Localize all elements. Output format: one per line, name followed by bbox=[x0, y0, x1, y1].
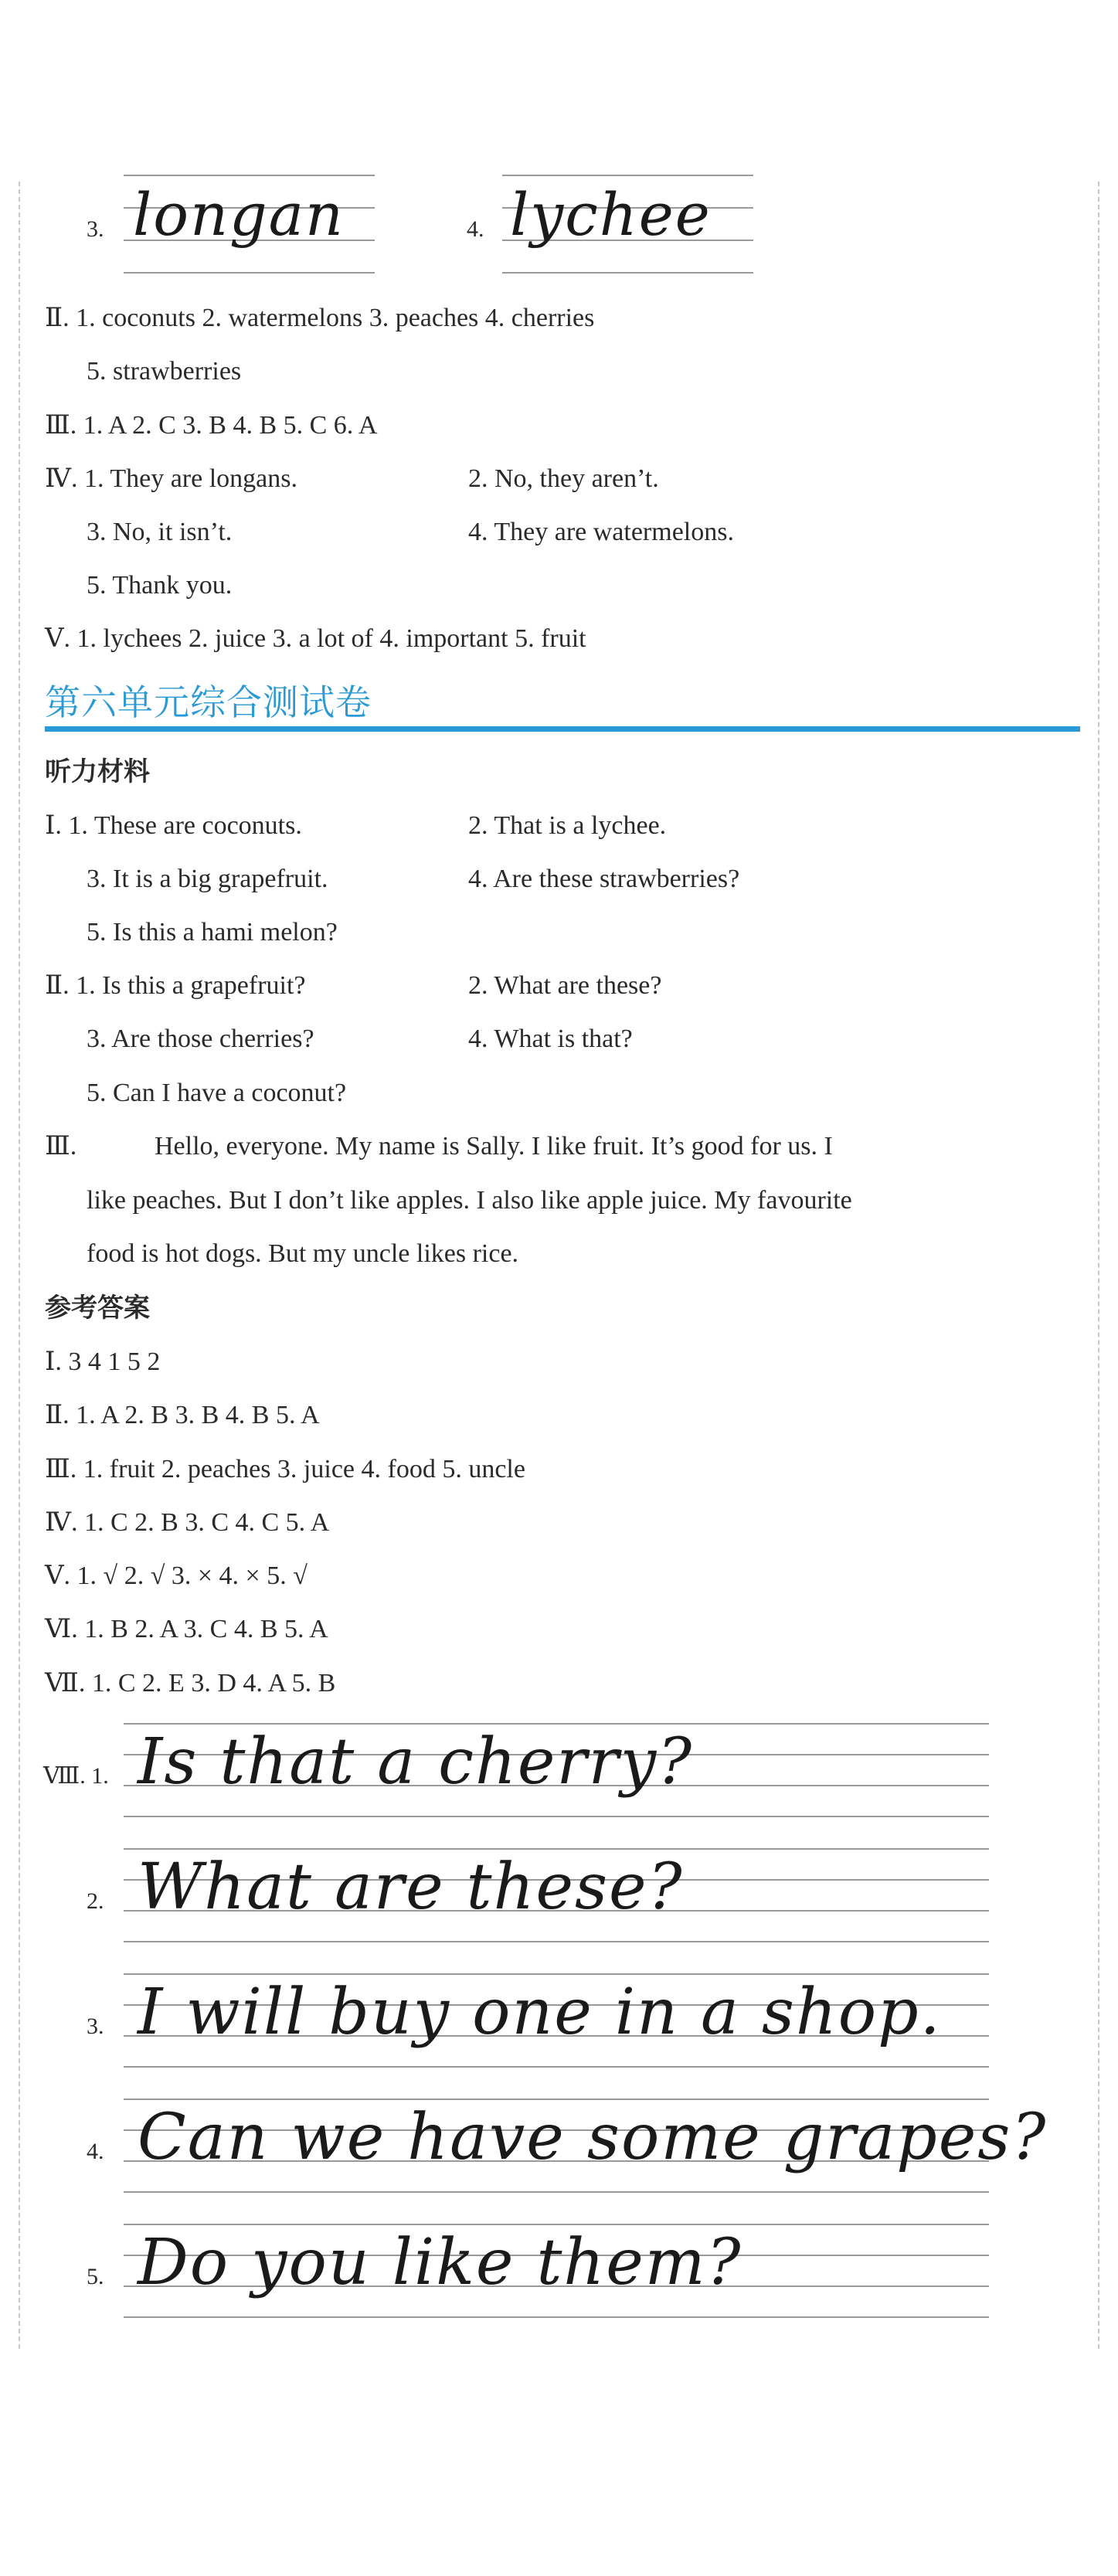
answers-V: Ⅴ. 1. √ 2. √ 3. × 4. × 5. √ bbox=[45, 1562, 308, 1590]
left-margin-dashes bbox=[19, 182, 20, 2349]
listen-II-a4: 4. What is that? bbox=[468, 1025, 633, 1053]
answers-VI: Ⅵ. 1. B 2. A 3. C 4. B 5. A bbox=[45, 1615, 328, 1643]
answers-IV: Ⅳ. 1. C 2. B 3. C 4. C 5. A bbox=[45, 1508, 330, 1537]
listening-heading: 听力材料 bbox=[45, 756, 150, 787]
handwritten-word-longan: longan bbox=[133, 180, 345, 249]
prev-II-line2: 5. strawberries bbox=[87, 357, 242, 386]
prev-II-line1: Ⅱ. 1. coconuts 2. watermelons 3. peaches 4. cherries bbox=[45, 304, 595, 332]
listen-III-label: Ⅲ. bbox=[45, 1132, 77, 1161]
prev-IV-a4: 4. They are watermelons. bbox=[468, 518, 734, 546]
sentence-3-label: 3. bbox=[87, 2014, 104, 2039]
unit-title-underline bbox=[45, 726, 1080, 732]
listen-I-a3: 3. It is a big grapefruit. bbox=[87, 865, 328, 893]
listen-I-a4: 4. Are these strawberries? bbox=[468, 865, 740, 893]
handwritten-word-lychee: lychee bbox=[510, 180, 712, 249]
handwritten-sentence-2: What are these? bbox=[138, 1850, 684, 1924]
sentence-1-label: Ⅷ. 1. bbox=[43, 1763, 109, 1789]
prev-V-line1: Ⅴ. 1. lychees 2. juice 3. a lot of 4. important 5. fruit bbox=[45, 624, 586, 653]
sentence-5-label: 5. bbox=[87, 2264, 104, 2289]
word-3-number: 3. bbox=[87, 216, 104, 242]
answers-III: Ⅲ. 1. fruit 2. peaches 3. juice 4. food 5. uncle bbox=[45, 1455, 525, 1483]
prev-III-line1: Ⅲ. 1. A 2. C 3. B 4. B 5. C 6. A bbox=[45, 411, 378, 440]
listen-III-line3: food is hot dogs. But my uncle likes rice. bbox=[87, 1239, 519, 1268]
listen-I-a5: 5. Is this a hami melon? bbox=[87, 918, 338, 946]
prev-IV-a2: 2. No, they aren’t. bbox=[468, 464, 659, 493]
listen-II-a5: 5. Can I have a coconut? bbox=[87, 1079, 347, 1107]
prev-IV-a3: 3. No, it isn’t. bbox=[87, 518, 233, 546]
handwritten-sentence-5: Do you like them? bbox=[138, 2226, 743, 2299]
listen-III-line2: like peaches. But I don’t like apples. I also like apple juice. My favourite bbox=[87, 1186, 852, 1215]
handwritten-sentence-4: Can we have some grapes? bbox=[138, 2101, 1048, 2174]
listen-II-a3: 3. Are those cherries? bbox=[87, 1025, 314, 1053]
answers-VII: Ⅶ. 1. C 2. E 3. D 4. A 5. B bbox=[45, 1669, 336, 1698]
handwritten-sentence-3: I will buy one in a shop. bbox=[138, 1976, 942, 2049]
sentence-2-label: 2. bbox=[87, 1888, 104, 1914]
prev-IV-a1: Ⅳ. 1. They are longans. bbox=[45, 464, 297, 493]
unit-title: 第六单元综合测试卷 bbox=[45, 681, 372, 723]
listen-II-a1: Ⅱ. 1. Is this a grapefruit? bbox=[45, 971, 306, 1000]
prev-IV-a5: 5. Thank you. bbox=[87, 571, 233, 600]
answers-heading: 参考答案 bbox=[45, 1293, 150, 1324]
right-margin-dashes bbox=[1098, 182, 1099, 2349]
sentence-4-label: 4. bbox=[87, 2139, 104, 2164]
word-4-number: 4. bbox=[467, 216, 484, 242]
listen-I-a2: 2. That is a lychee. bbox=[468, 811, 667, 840]
answers-I: Ⅰ. 3 4 1 5 2 bbox=[45, 1347, 161, 1376]
handwritten-sentence-1: Is that a cherry? bbox=[138, 1725, 694, 1799]
listen-I-a1: Ⅰ. 1. These are coconuts. bbox=[45, 811, 302, 840]
answers-II: Ⅱ. 1. A 2. B 3. B 4. B 5. A bbox=[45, 1401, 320, 1429]
listen-III-line1: Hello, everyone. My name is Sally. I like fruit. It’s good for us. I bbox=[155, 1132, 833, 1161]
listen-II-a2: 2. What are these? bbox=[468, 971, 662, 1000]
